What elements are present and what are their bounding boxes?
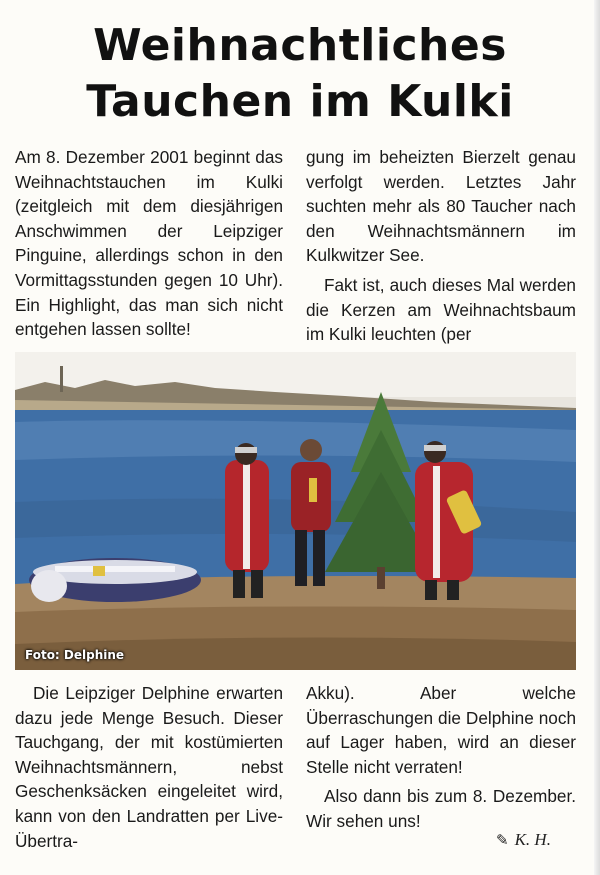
article-title xyxy=(0,18,600,130)
paragraph-visitors: Die Leipziger Delphine erwarten dazu jede Menge Besuch. Dieser Tauchgang, der mit kostümierten Weihnachtsmännern, nebst Geschenksäcken eingeleitet wird, kann von den Landratten per Live-Übertra- xyxy=(15,683,283,851)
photo-scene xyxy=(15,352,576,670)
title-line-1: Weihnachtliches xyxy=(93,20,507,71)
paragraph-broadcast: gung im beheizten Bierzelt genau verfolgt werden. Letztes Jahr suchten mehr als 80 Taucher nach den Weihnachtsmännern im Kulkwitzer See. xyxy=(306,147,576,266)
paragraph-closing: Also dann bis zum 8. Dezember. Wir sehen uns! xyxy=(306,786,576,831)
pencil-icon: ✎ xyxy=(496,833,509,849)
paragraph-surprise: Akku). Aber welche Überraschungen die Delphine noch auf Lager haben, wird an dieser Stelle nicht verraten! xyxy=(306,683,576,777)
page-edge xyxy=(594,0,600,875)
text-column-4 xyxy=(306,681,576,834)
text-column-1 xyxy=(15,145,283,342)
author-initials: K. H. xyxy=(514,830,551,849)
text-column-3 xyxy=(15,681,283,853)
author-signature xyxy=(496,830,551,850)
article-photo xyxy=(15,352,576,670)
paragraph-candles: Fakt ist, auch dieses Mal werden die Kerzen am Weihnachtsbaum im Kulki leuchten (per xyxy=(306,274,576,345)
title-line-2: Tauchen im Kulki xyxy=(86,76,514,127)
photo-credit: Foto: Delphine xyxy=(25,648,125,662)
text-column-2 xyxy=(306,145,576,347)
paragraph-intro: Am 8. Dezember 2001 beginnt das Weihnachtstauchen im Kulki (zeitgleich mit dem diesjährigen Anschwimmen der Leipziger Pinguine, allerdings schon in den Vormittagsstunden gegen 10 Uhr). Ein Highlight, das man sich nicht entgehen lassen sollte! xyxy=(15,147,283,340)
